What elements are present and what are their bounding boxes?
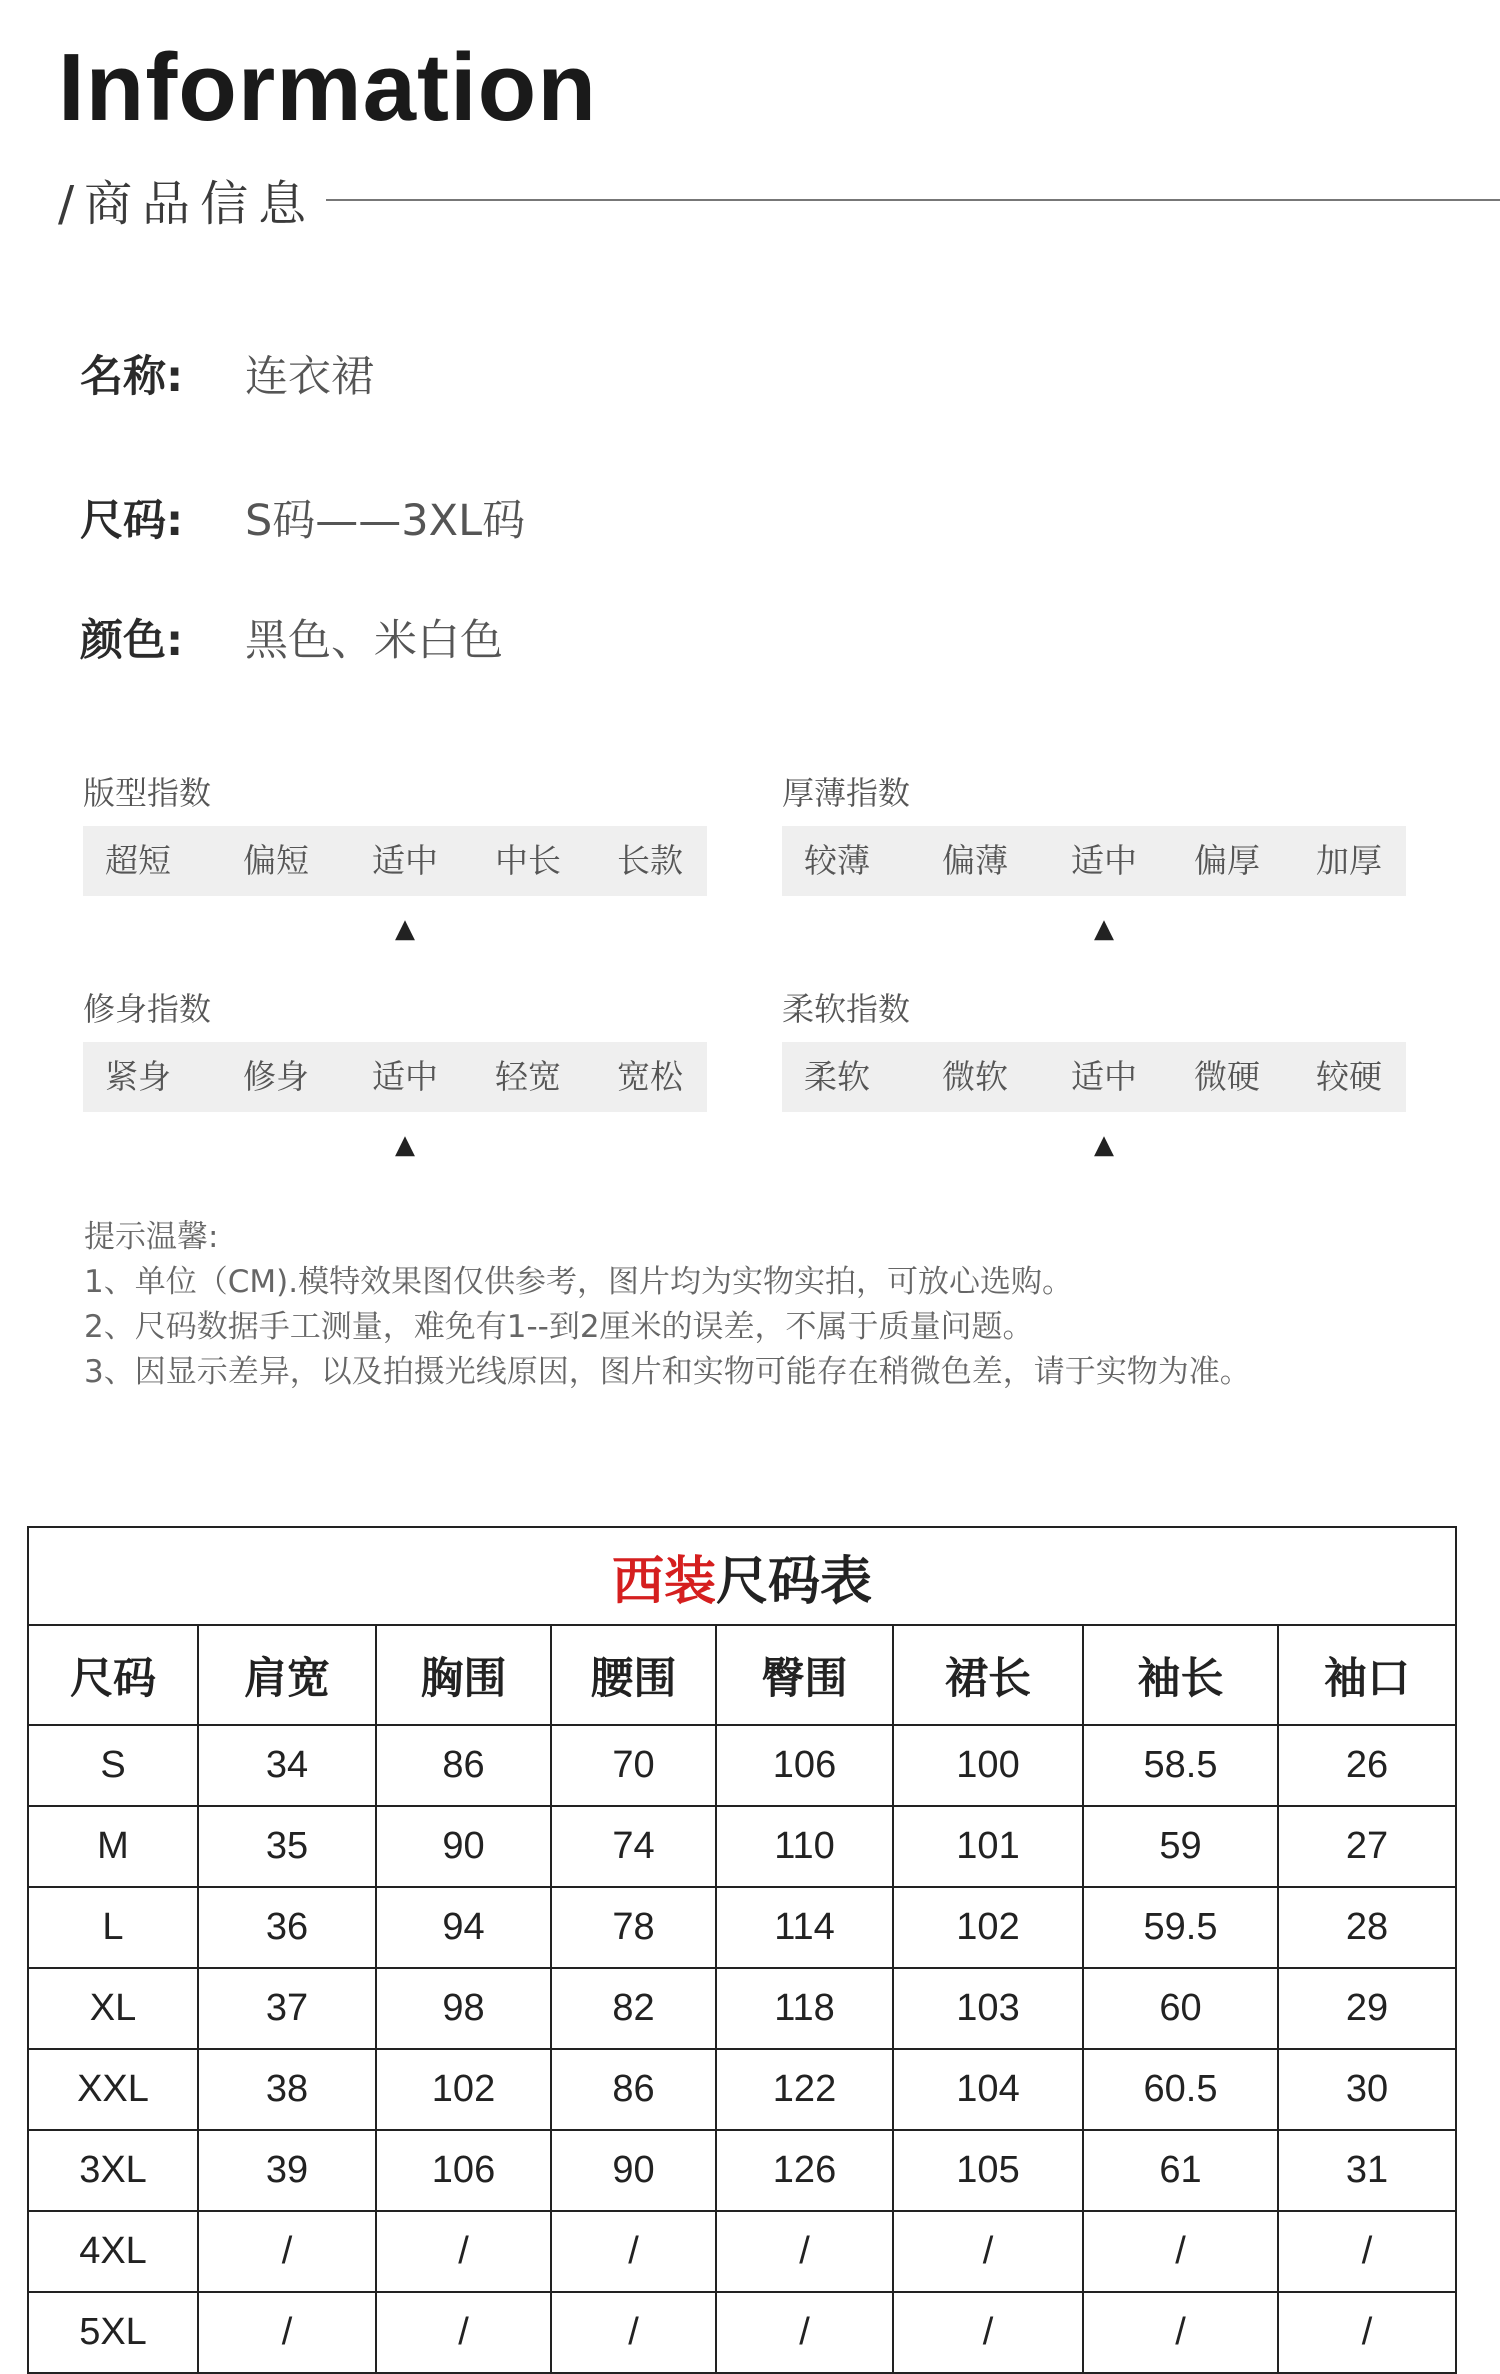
column-header: 裙长 [893, 1625, 1083, 1725]
column-header: 肩宽 [198, 1625, 376, 1725]
table-cell: 106 [376, 2130, 551, 2211]
table-cell: 100 [893, 1725, 1083, 1806]
table-cell: / [1278, 2211, 1456, 2292]
table-cell: 78 [551, 1887, 716, 1968]
subtitle-row [58, 165, 1500, 234]
table-cell: / [1278, 2292, 1456, 2373]
size-chart [27, 1526, 1455, 2374]
info-name-row [80, 343, 374, 404]
notes-line: 1、单位（CM).模特效果图仅供参考，图片均为实物实拍，可放心选购。 [84, 1264, 1074, 1300]
table-cell: 86 [376, 1725, 551, 1806]
table-cell: 101 [893, 1806, 1083, 1887]
notes-line: 2、尺码数据手工测量，难免有1--到2厘米的误差，不属于质量问题。 [84, 1309, 1034, 1345]
table-cell: 60 [1083, 1968, 1278, 2049]
info-value: 连衣裙 [245, 352, 374, 402]
table-cell: 34 [198, 1725, 376, 1806]
table-cell: 59.5 [1083, 1887, 1278, 1968]
table-cell: 70 [551, 1725, 716, 1806]
table-cell: M [28, 1806, 198, 1887]
index-option: 加厚 [1316, 841, 1382, 880]
table-cell: 27 [1278, 1806, 1456, 1887]
page-title: Information [58, 34, 597, 141]
page-header [58, 34, 1500, 232]
slim-index [83, 984, 707, 1160]
table-cell: 38 [198, 2049, 376, 2130]
table-cell: 110 [716, 1806, 893, 1887]
table-cell: / [376, 2211, 551, 2292]
index-option: 适中 [1071, 1057, 1137, 1096]
index-option: 宽松 [617, 1057, 683, 1096]
index-option: 微软 [942, 1057, 1008, 1096]
info-value: S码——3XL码 [245, 496, 526, 546]
table-cell: 118 [716, 1968, 893, 2049]
index-title: 柔软指数 [782, 990, 911, 1028]
table-cell: / [376, 2292, 551, 2373]
table-cell: 30 [1278, 2049, 1456, 2130]
table-cell: 61 [1083, 2130, 1278, 2211]
table-cell: 31 [1278, 2130, 1456, 2211]
table-cell: 36 [198, 1887, 376, 1968]
table-cell: 94 [376, 1887, 551, 1968]
table-cell: 103 [893, 1968, 1083, 2049]
table-cell: 59 [1083, 1806, 1278, 1887]
table-cell: 29 [1278, 1968, 1456, 2049]
table-cell: 82 [551, 1968, 716, 2049]
index-option: 适中 [372, 1057, 438, 1096]
info-value: 黑色、米白色 [245, 616, 503, 666]
index-option: 中长 [495, 841, 561, 880]
table-cell: 74 [551, 1806, 716, 1887]
table-caption [28, 1527, 1456, 1625]
index-option: 较薄 [804, 841, 870, 880]
table-cell: 5XL [28, 2292, 198, 2373]
table-cell: 3XL [28, 2130, 198, 2211]
table-cell: / [551, 2211, 716, 2292]
notes-line: 3、因显示差异，以及拍摄光线原因，图片和实物可能存在稍微色差，请于实物为准。 [84, 1354, 1251, 1390]
info-color-row [80, 607, 503, 668]
selected-marker-icon: ▲ [395, 1130, 415, 1160]
size-table [27, 1526, 1457, 2374]
table-cell: 106 [716, 1725, 893, 1806]
table-cell: 114 [716, 1887, 893, 1968]
notes-title: 提示温馨: [84, 1219, 219, 1255]
table-cell: 26 [1278, 1725, 1456, 1806]
table-cell: 105 [893, 2130, 1083, 2211]
tips-notes [84, 1215, 1251, 1395]
index-title: 厚薄指数 [782, 774, 911, 812]
caption-highlight: 西装 [612, 1551, 717, 1612]
table-row [28, 1725, 1456, 1806]
table-cell: 104 [893, 2049, 1083, 2130]
index-option: 柔软 [804, 1057, 870, 1096]
column-header: 袖长 [1083, 1625, 1278, 1725]
index-option: 长款 [617, 841, 683, 880]
table-cell: L [28, 1887, 198, 1968]
selected-marker-icon: ▲ [1094, 914, 1114, 944]
selected-marker-icon: ▲ [395, 914, 415, 944]
table-cell: 35 [198, 1806, 376, 1887]
table-cell: 28 [1278, 1887, 1456, 1968]
index-option: 较硬 [1316, 1057, 1382, 1096]
table-cell: 37 [198, 1968, 376, 2049]
column-header: 腰围 [551, 1625, 716, 1725]
table-cell: 39 [198, 2130, 376, 2211]
page-subtitle: /商品信息 [58, 176, 317, 232]
table-cell: 4XL [28, 2211, 198, 2292]
table-cell: / [716, 2211, 893, 2292]
table-cell: XXL [28, 2049, 198, 2130]
table-cell: / [198, 2292, 376, 2373]
table-cell: 86 [551, 2049, 716, 2130]
column-header: 袖口 [1278, 1625, 1456, 1725]
column-header: 尺码 [28, 1625, 198, 1725]
table-row [28, 2130, 1456, 2211]
table-cell: 58.5 [1083, 1725, 1278, 1806]
table-cell: S [28, 1725, 198, 1806]
table-cell: 122 [716, 2049, 893, 2130]
table-cell: / [1083, 2211, 1278, 2292]
table-cell: 102 [376, 2049, 551, 2130]
softness-index [782, 984, 1406, 1160]
table-cell: / [551, 2292, 716, 2373]
index-option: 适中 [1071, 841, 1137, 880]
table-row [28, 1968, 1456, 2049]
table-caption-row [28, 1527, 1456, 1625]
index-option: 微硬 [1194, 1057, 1260, 1096]
table-cell: 60.5 [1083, 2049, 1278, 2130]
column-header: 胸围 [376, 1625, 551, 1725]
index-option: 修身 [243, 1057, 309, 1096]
table-row [28, 1887, 1456, 1968]
thickness-index [782, 768, 1406, 944]
index-option: 超短 [105, 841, 171, 880]
index-option: 偏薄 [942, 841, 1008, 880]
index-option: 偏厚 [1194, 841, 1260, 880]
table-cell: 102 [893, 1887, 1083, 1968]
index-option: 紧身 [105, 1057, 171, 1096]
index-option: 适中 [372, 841, 438, 880]
table-cell: / [1083, 2292, 1278, 2373]
table-cell: / [198, 2211, 376, 2292]
index-option: 偏短 [243, 841, 309, 880]
table-header-row [28, 1625, 1456, 1725]
table-cell: / [893, 2211, 1083, 2292]
caption-text: 尺码表 [716, 1551, 873, 1612]
selected-marker-icon: ▲ [1094, 1130, 1114, 1160]
fit-index [83, 768, 707, 944]
index-bar [83, 826, 707, 944]
table-row [28, 2292, 1456, 2373]
header-divider [326, 199, 1500, 201]
index-bar [782, 1042, 1406, 1160]
info-size-row [80, 487, 525, 548]
table-cell: 90 [376, 1806, 551, 1887]
index-bar [83, 1042, 707, 1160]
table-cell: 126 [716, 2130, 893, 2211]
table-row [28, 2211, 1456, 2292]
column-header: 臀围 [716, 1625, 893, 1725]
table-cell: XL [28, 1968, 198, 2049]
info-label: 名称: [80, 352, 184, 402]
table-row [28, 2049, 1456, 2130]
index-bar [782, 826, 1406, 944]
info-label: 颜色: [80, 616, 184, 666]
table-cell: 98 [376, 1968, 551, 2049]
table-cell: / [893, 2292, 1083, 2373]
index-option: 轻宽 [495, 1057, 561, 1096]
table-cell: 90 [551, 2130, 716, 2211]
table-row [28, 1806, 1456, 1887]
info-label: 尺码: [80, 496, 184, 546]
index-title: 版型指数 [83, 774, 212, 812]
table-cell: / [716, 2292, 893, 2373]
index-title: 修身指数 [83, 990, 212, 1028]
